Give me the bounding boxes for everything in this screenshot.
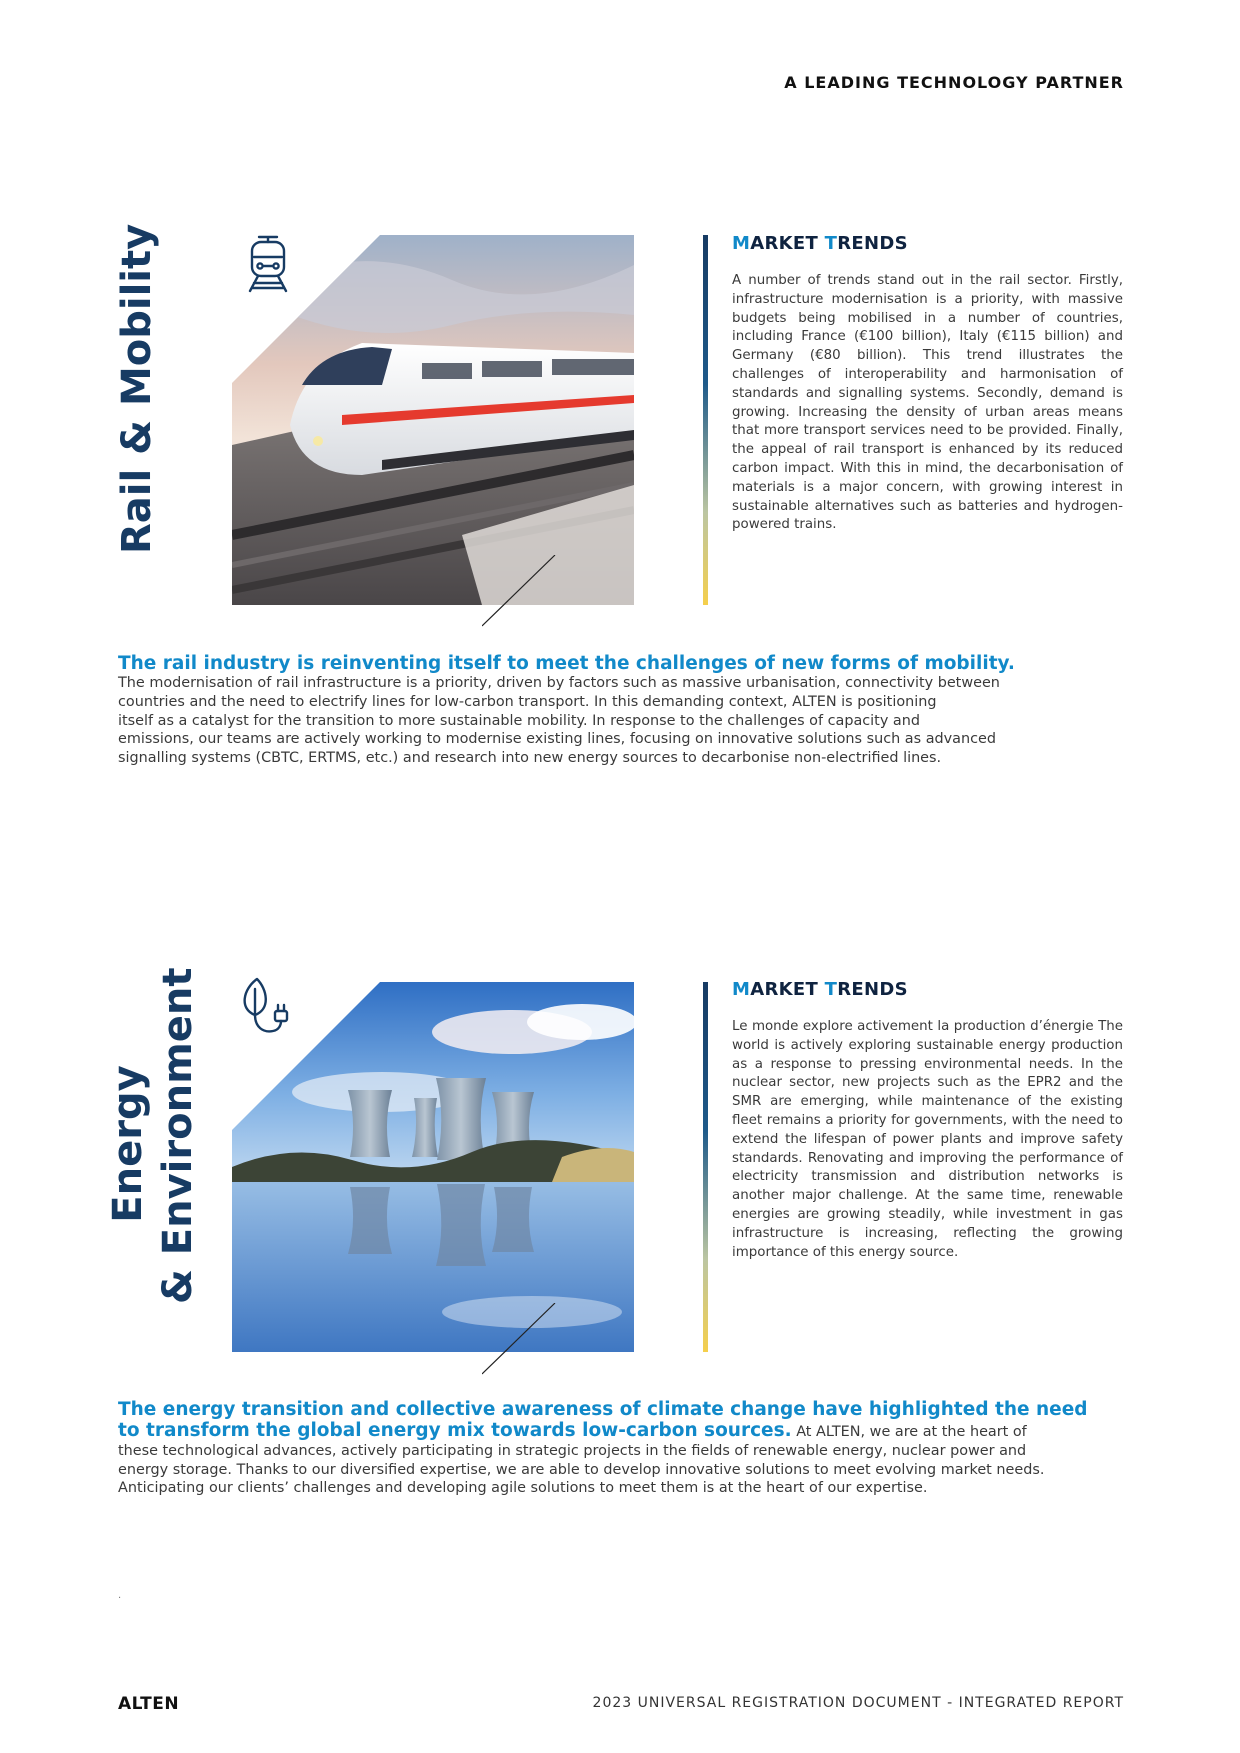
section-body-inline: At ALTEN, we are at the heart of xyxy=(791,1424,1027,1440)
body-line: countries and the need to electrify lines for low-carbon transport. In this demanding context, ALTEN is positioning xyxy=(118,693,937,710)
train-icon xyxy=(245,233,291,295)
section-intro xyxy=(118,1399,1128,1498)
body-line: Anticipating our clients’ challenges and developing agile solutions to meet them is at the heart of our expertise. xyxy=(118,1480,928,1497)
body-line: emissions, our teams are actively working to modernise existing lines, focusing on innovative solutions such as advanced xyxy=(118,731,996,748)
cooling-towers-photo xyxy=(232,982,634,1352)
high-speed-train-photo xyxy=(232,235,634,605)
section-intro xyxy=(118,653,1128,768)
market-trends-text: Le monde explore activement la production d’énergie The world is actively exploring sustainable energy production as a response to pressing environmental needs. In the nuclear sector, new projects such as the EPR2 and the SMR are emerging, while maintenance of the existing fleet remains a priority for governments, with the need to extend the lifespan of power plants and improve safety standards. Renovating and improving the performance of electricity transmission and distribution networks is another major challenge. At the same time, renewable energies are growing steadily, while investment in gas infrastructure is increasing, reflecting the growing importance of this energy source. xyxy=(732,1019,1123,1260)
section-lead: to transform the global energy mix towards low-carbon sources. xyxy=(118,1420,792,1441)
market-trends-heading: MARKET TRENDS xyxy=(732,233,908,254)
leaf-plug-icon xyxy=(237,975,295,1037)
stray-dot: . xyxy=(118,1590,122,1601)
callout-line xyxy=(482,1303,562,1383)
section-lead: The energy transition and collective awareness of climate change have highlighted the need xyxy=(118,1399,1088,1420)
trend-accent-bar xyxy=(703,235,708,605)
section-title-rail-mobility: Rail & Mobility xyxy=(114,223,160,554)
market-trends-text: A number of trends stand out in the rail sector. Firstly, infrastructure modernisation is a priority, with massive budgets being mobilised in a number of countries, including France (€100 billion), Italy (€115 billion) and Germany (€80 billion). This trend illustrates the challenges of interoperability and harmonisation of standards and signalling systems. Secondly, demand is growing. Increasing the density of urban areas means that more transport services need to be provided. Finally, the appeal of rail transport is enhanced by its reduced carbon impact. With this in mind, the decarbonisation of materials is a major concern, with growing interest in sustainable alternatives such as batteries and hydrogen-powered trains. xyxy=(732,273,1123,533)
page-header-title: A LEADING TECHNOLOGY PARTNER xyxy=(784,73,1124,92)
body-line: The modernisation of rail infrastructure is a priority, driven by factors such as massive urbanisation, connectivity between xyxy=(118,675,1000,691)
section-title-energy-environment: Energy & Environment xyxy=(105,967,201,1304)
section-body xyxy=(118,1442,1128,1498)
market-trends-heading: MARKET TRENDS xyxy=(732,979,908,1000)
body-line: itself as a catalyst for the transition to more sustainable mobility. In response to the challenges of capacity and xyxy=(118,712,920,729)
callout-line xyxy=(482,555,562,635)
body-line: these technological advances, actively participating in strategic projects in the fields of renewable energy, nuclear power and xyxy=(118,1442,1027,1459)
body-line: energy storage. Thanks to our diversified expertise, we are able to develop innovative solutions to meet evolving market needs. xyxy=(118,1461,1045,1478)
footer-document-title: 2023 UNIVERSAL REGISTRATION DOCUMENT - INTEGRATED REPORT xyxy=(592,1695,1124,1711)
footer-brand: ALTEN xyxy=(118,1694,180,1714)
section-body xyxy=(118,674,1128,768)
trend-accent-bar xyxy=(703,982,708,1352)
body-line: signalling systems (CBTC, ERTMS, etc.) and research into new energy sources to decarbonise non-electrified lines. xyxy=(118,750,942,767)
section-lead: The rail industry is reinventing itself to meet the challenges of new forms of mobility. xyxy=(118,653,1015,674)
